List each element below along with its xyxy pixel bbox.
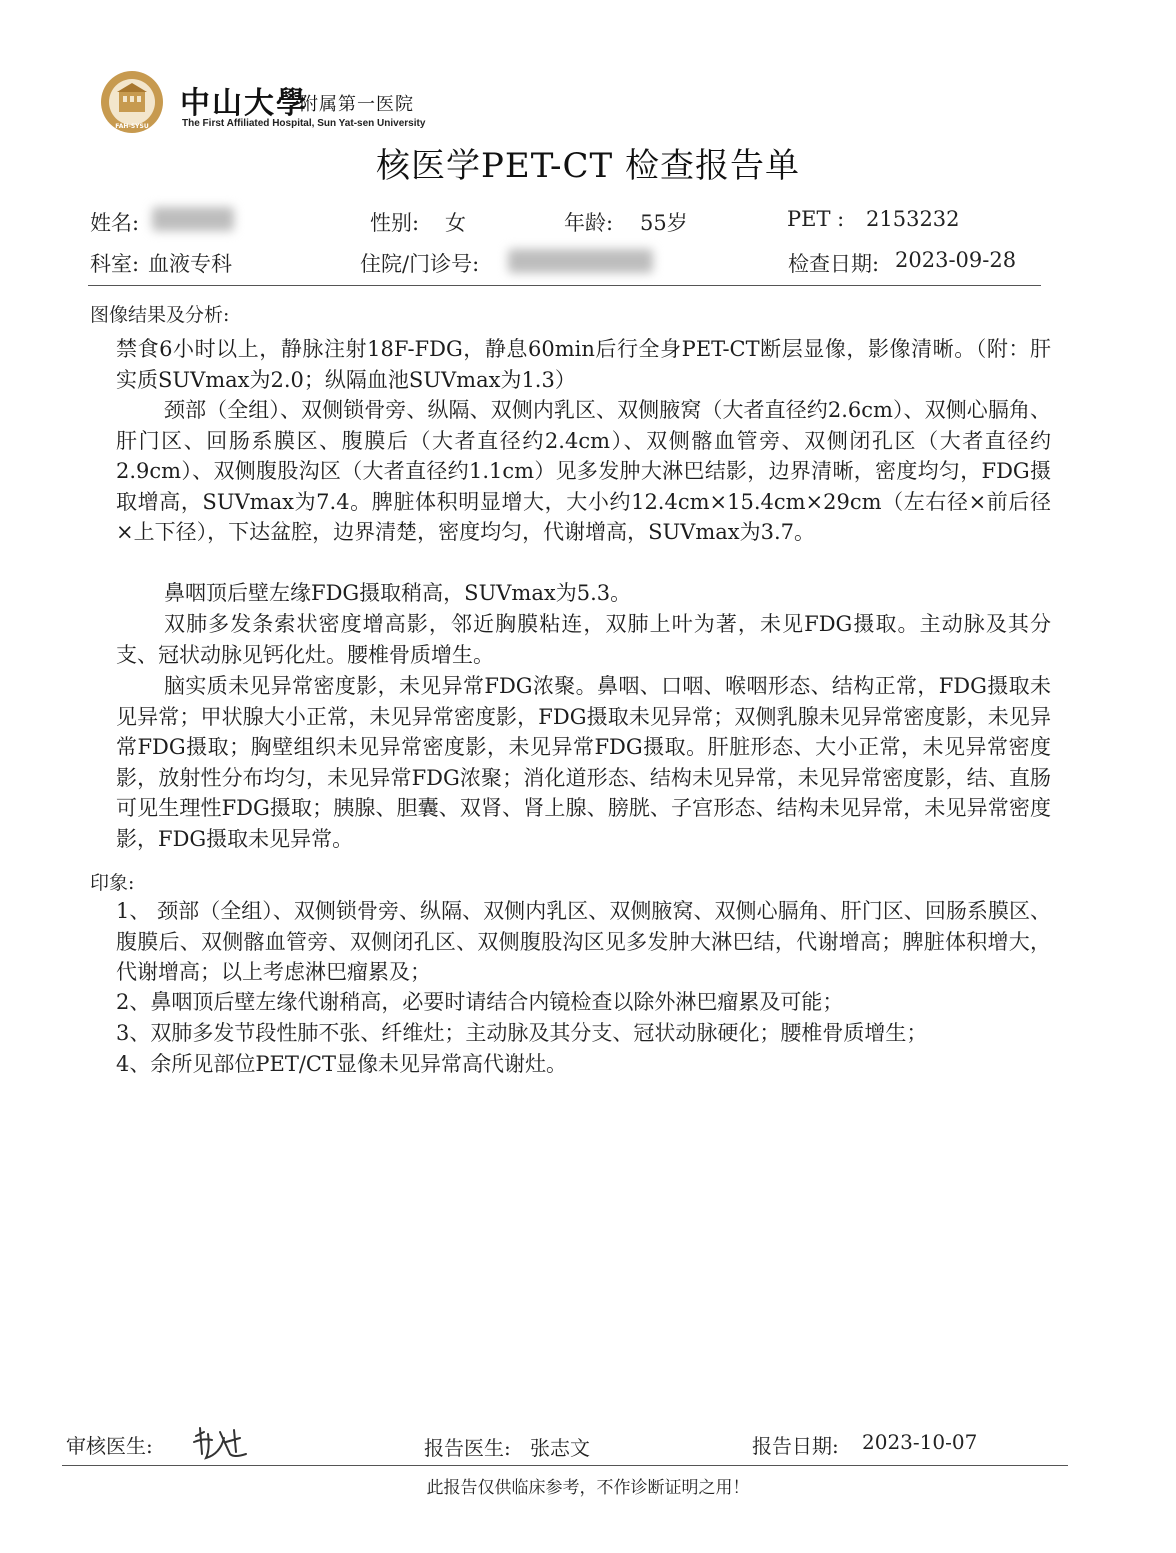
exam-date-label: 检查日期: [788, 252, 880, 276]
inpatient-no-label: 住院/门诊号: [360, 252, 480, 276]
impression-item-2: 2、鼻咽顶后壁左缘代谢稍高，必要时请结合内镜检查以除外淋巴瘤累及可能； [116, 990, 844, 1014]
gender-label: 性别: [370, 211, 420, 235]
pet-number: 2153232 [866, 207, 960, 231]
reviewer-signature-icon [190, 1424, 252, 1464]
impression-item-1: 1、 颈部（全组）、双侧锁骨旁、纵隔、双侧内乳区、双侧腋窝、双侧心膈角、肝门区、回肠系膜区、腹膜后、双侧髂血管旁、双侧闭孔区、双侧腹股沟区见多发肿大淋巴结，代谢增高；脾脏体积增大，代谢增高；以上考虑淋巴瘤累及； [116, 899, 1051, 984]
reporter-label: 报告医生: [424, 1436, 511, 1460]
footer-disclaimer: 此报告仅供临床参考，不作诊断证明之用！ [426, 1478, 750, 1498]
age-value: 55岁 [640, 211, 688, 235]
hospital-name-main: 中山大學 [180, 86, 308, 121]
report-date-value: 2023-10-07 [862, 1430, 978, 1454]
report-date-label: 报告日期: [752, 1434, 839, 1458]
reviewer-label: 审核医生: [66, 1434, 153, 1458]
age-label: 年龄: [564, 211, 614, 235]
impression-label: 印象: [90, 872, 135, 894]
impression-item-4: 4、余所见部位PET/CT显像未见异常高代谢灶。 [116, 1052, 567, 1076]
footer-divider [62, 1465, 1068, 1466]
hospital-logo [100, 70, 440, 140]
exam-date-value: 2023-09-28 [895, 248, 1017, 272]
findings-label: 图像结果及分析: [90, 304, 230, 326]
hospital-seal-icon [100, 70, 164, 134]
findings-paragraph-1: 禁食6小时以上，静脉注射18F-FDG，静息60min后行全身PET-CT断层显像，影像清晰。（附：肝实质SUVmax为2.0；纵隔血池SUVmax为1.3） [116, 337, 1051, 392]
findings-paragraph-3: 鼻咽顶后壁左缘FDG摄取稍高，SUVmax为5.3。 [164, 581, 632, 605]
reporter-name: 张志文 [530, 1436, 590, 1460]
name-redacted [152, 207, 234, 231]
dept-label: 科室: [90, 252, 140, 276]
header-divider [88, 285, 1041, 286]
findings-paragraph-4: 双肺多发条索状密度增高影，邻近胸膜粘连，双肺上叶为著，未见FDG摄取。主动脉及其分支、冠状动脉见钙化灶。腰椎骨质增生。 [116, 612, 1051, 667]
findings-paragraph-2: 颈部（全组）、双侧锁骨旁、纵隔、双侧内乳区、双侧腋窝（大者直径约2.6cm）、双侧心膈角、肝门区、回肠系膜区、腹膜后（大者直径约2.4cm）、双侧髂血管旁、双侧闭孔区（大者直径约2.9cm）、双侧腹股沟区（大者直径约1.1cm）见多发肿大淋巴结影，边界清晰，密度均匀，FDG摄取增高，SUVmax为7.4。脾脏体积明显增大，大小约12.4cm×15.4cm×29cm（左右径×前后径×上下径），下达盆腔，边界清楚，密度均匀，代谢增高，SUVmax为3.7。 [116, 398, 1051, 544]
impression-item-3: 3、双肺多发节段性肺不张、纤维灶；主动脉及其分支、冠状动脉硬化；腰椎骨质增生； [116, 1021, 928, 1045]
gender-value: 女 [445, 211, 466, 235]
seal-text: FAH-SYSU [115, 123, 149, 130]
name-label: 姓名: [90, 211, 140, 235]
hospital-name-sub: 附属第一医院 [300, 94, 414, 115]
inpatient-no-redacted [508, 249, 653, 273]
dept-value: 血液专科 [148, 252, 232, 276]
findings-paragraph-5: 脑实质未见异常密度影，未见异常FDG浓聚。鼻咽、口咽、喉咽形态、结构正常，FDG摄取未见异常；甲状腺大小正常，未见异常密度影，FDG摄取未见异常；双侧乳腺未见异常密度影，未见异常FDG摄取；胸壁组织未见异常密度影，未见异常FDG摄取。肝脏形态、大小正常，未见异常密度影，放射性分布均匀，未见异常FDG浓聚；消化道形态、结构未见异常，未见异常密度影，结、直肠可见生理性FDG摄取；胰腺、胆囊、双肾、肾上腺、膀胱、子宫形态、结构未见异常，未见异常密度影，FDG摄取未见异常。 [116, 674, 1051, 851]
report-title: 核医学PET-CT 检查报告单 [376, 146, 800, 186]
pet-label: PET : [787, 207, 845, 231]
hospital-name-en: The First Affiliated Hospital, Sun Yat-sen University [182, 118, 426, 129]
